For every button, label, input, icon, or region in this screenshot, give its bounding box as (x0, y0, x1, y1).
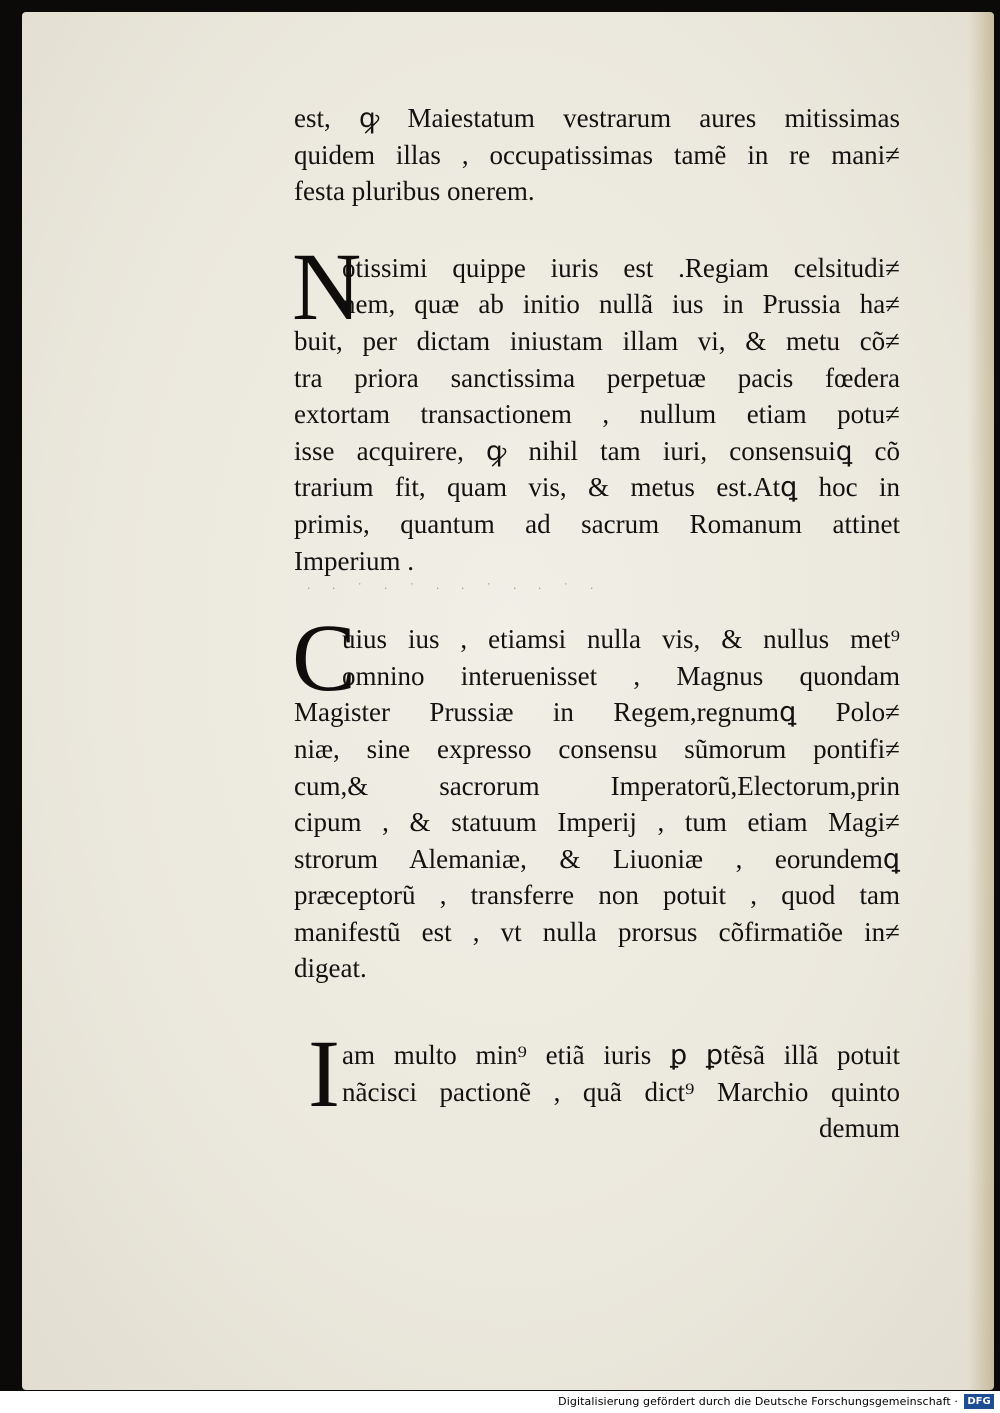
text-line: buit, per dictam iniustam illam vi, & metu cõ≠ (294, 325, 900, 356)
text-line: nem, quæ ab initio nullã ius in Prussia ha≠ (342, 289, 900, 320)
printer-ornament: · · ˙ · ˙ · · ˙ · · ˙ · (307, 582, 603, 595)
book-page (22, 12, 994, 1390)
text-line: digeat. (294, 953, 367, 984)
drop-capital: I (308, 1020, 340, 1128)
text-line: isse acquirere, ꝙ nihil tam iuri, consensuiꝗ cõ (294, 435, 900, 466)
text-line: extortam transactionem , nullum etiam potu≠ (294, 399, 900, 430)
text-line: strorum Alemaniæ, & Liuoniæ , eorundemꝗ (294, 843, 900, 874)
text-line: manifestũ est , vt nulla prorsus cõfirmatiõe in≠ (294, 916, 900, 947)
text-line: præceptorũ , transferre non potuit , quod tam (294, 880, 900, 911)
text-line: cum,& sacrorum Imperatorũ,Electorum,prin (294, 770, 900, 801)
paragraph-1 (294, 100, 900, 210)
text-line: uius ius , etiamsi nulla vis, & nullus met⁹ (342, 624, 900, 655)
funding-notice: Digitalisierung gefördert durch die Deutsche Forschungsgemeinschaft · (558, 1395, 958, 1408)
paragraph-2 (292, 232, 900, 579)
catchword: demum (819, 1113, 900, 1144)
text-line: festa pluribus onerem. (294, 176, 535, 207)
text-line: am multo min⁹ etiã iuris ꝑ ꝑtẽsã illã potuit (342, 1040, 900, 1071)
page-text (294, 100, 900, 1179)
paragraph-4 (294, 1020, 900, 1147)
drop-capital: N (292, 232, 362, 340)
funding-footer (0, 1391, 1000, 1413)
text-line: Magister Prussiæ in Regem,regnumꝗ Polo≠ (294, 697, 900, 728)
dfg-logo[interactable]: DFG (964, 1394, 994, 1409)
text-line: tra priora sanctissima perpetuæ pacis fœdera (294, 362, 900, 393)
drop-capital: C (292, 604, 357, 712)
text-line: niæ, sine expresso consensu sũmorum pontifi≠ (294, 733, 900, 764)
text-line: quidem illas , occupatissimas tamẽ in re mani≠ (294, 139, 900, 170)
text-line: est, ꝙ Maiestatum vestrarum aures mitissimas (294, 103, 900, 133)
paragraph-3 (292, 604, 900, 987)
text-line: nãcisci pactionẽ , quã dict⁹ Marchio quinto (342, 1076, 900, 1107)
text-line: cipum , & statuum Imperij , tum etiam Magi≠ (294, 807, 900, 838)
text-line: trarium fit, quam vis, & metus est.Atꝗ hoc in (294, 472, 900, 503)
text-line: Imperium . (294, 545, 414, 576)
text-line: otissimi quippe iuris est .Regiam celsitudi≠ (342, 252, 900, 283)
text-line: omnino interuenisset , Magnus quondam (342, 660, 900, 691)
text-line: primis, quantum ad sacrum Romanum attinet (294, 508, 900, 539)
